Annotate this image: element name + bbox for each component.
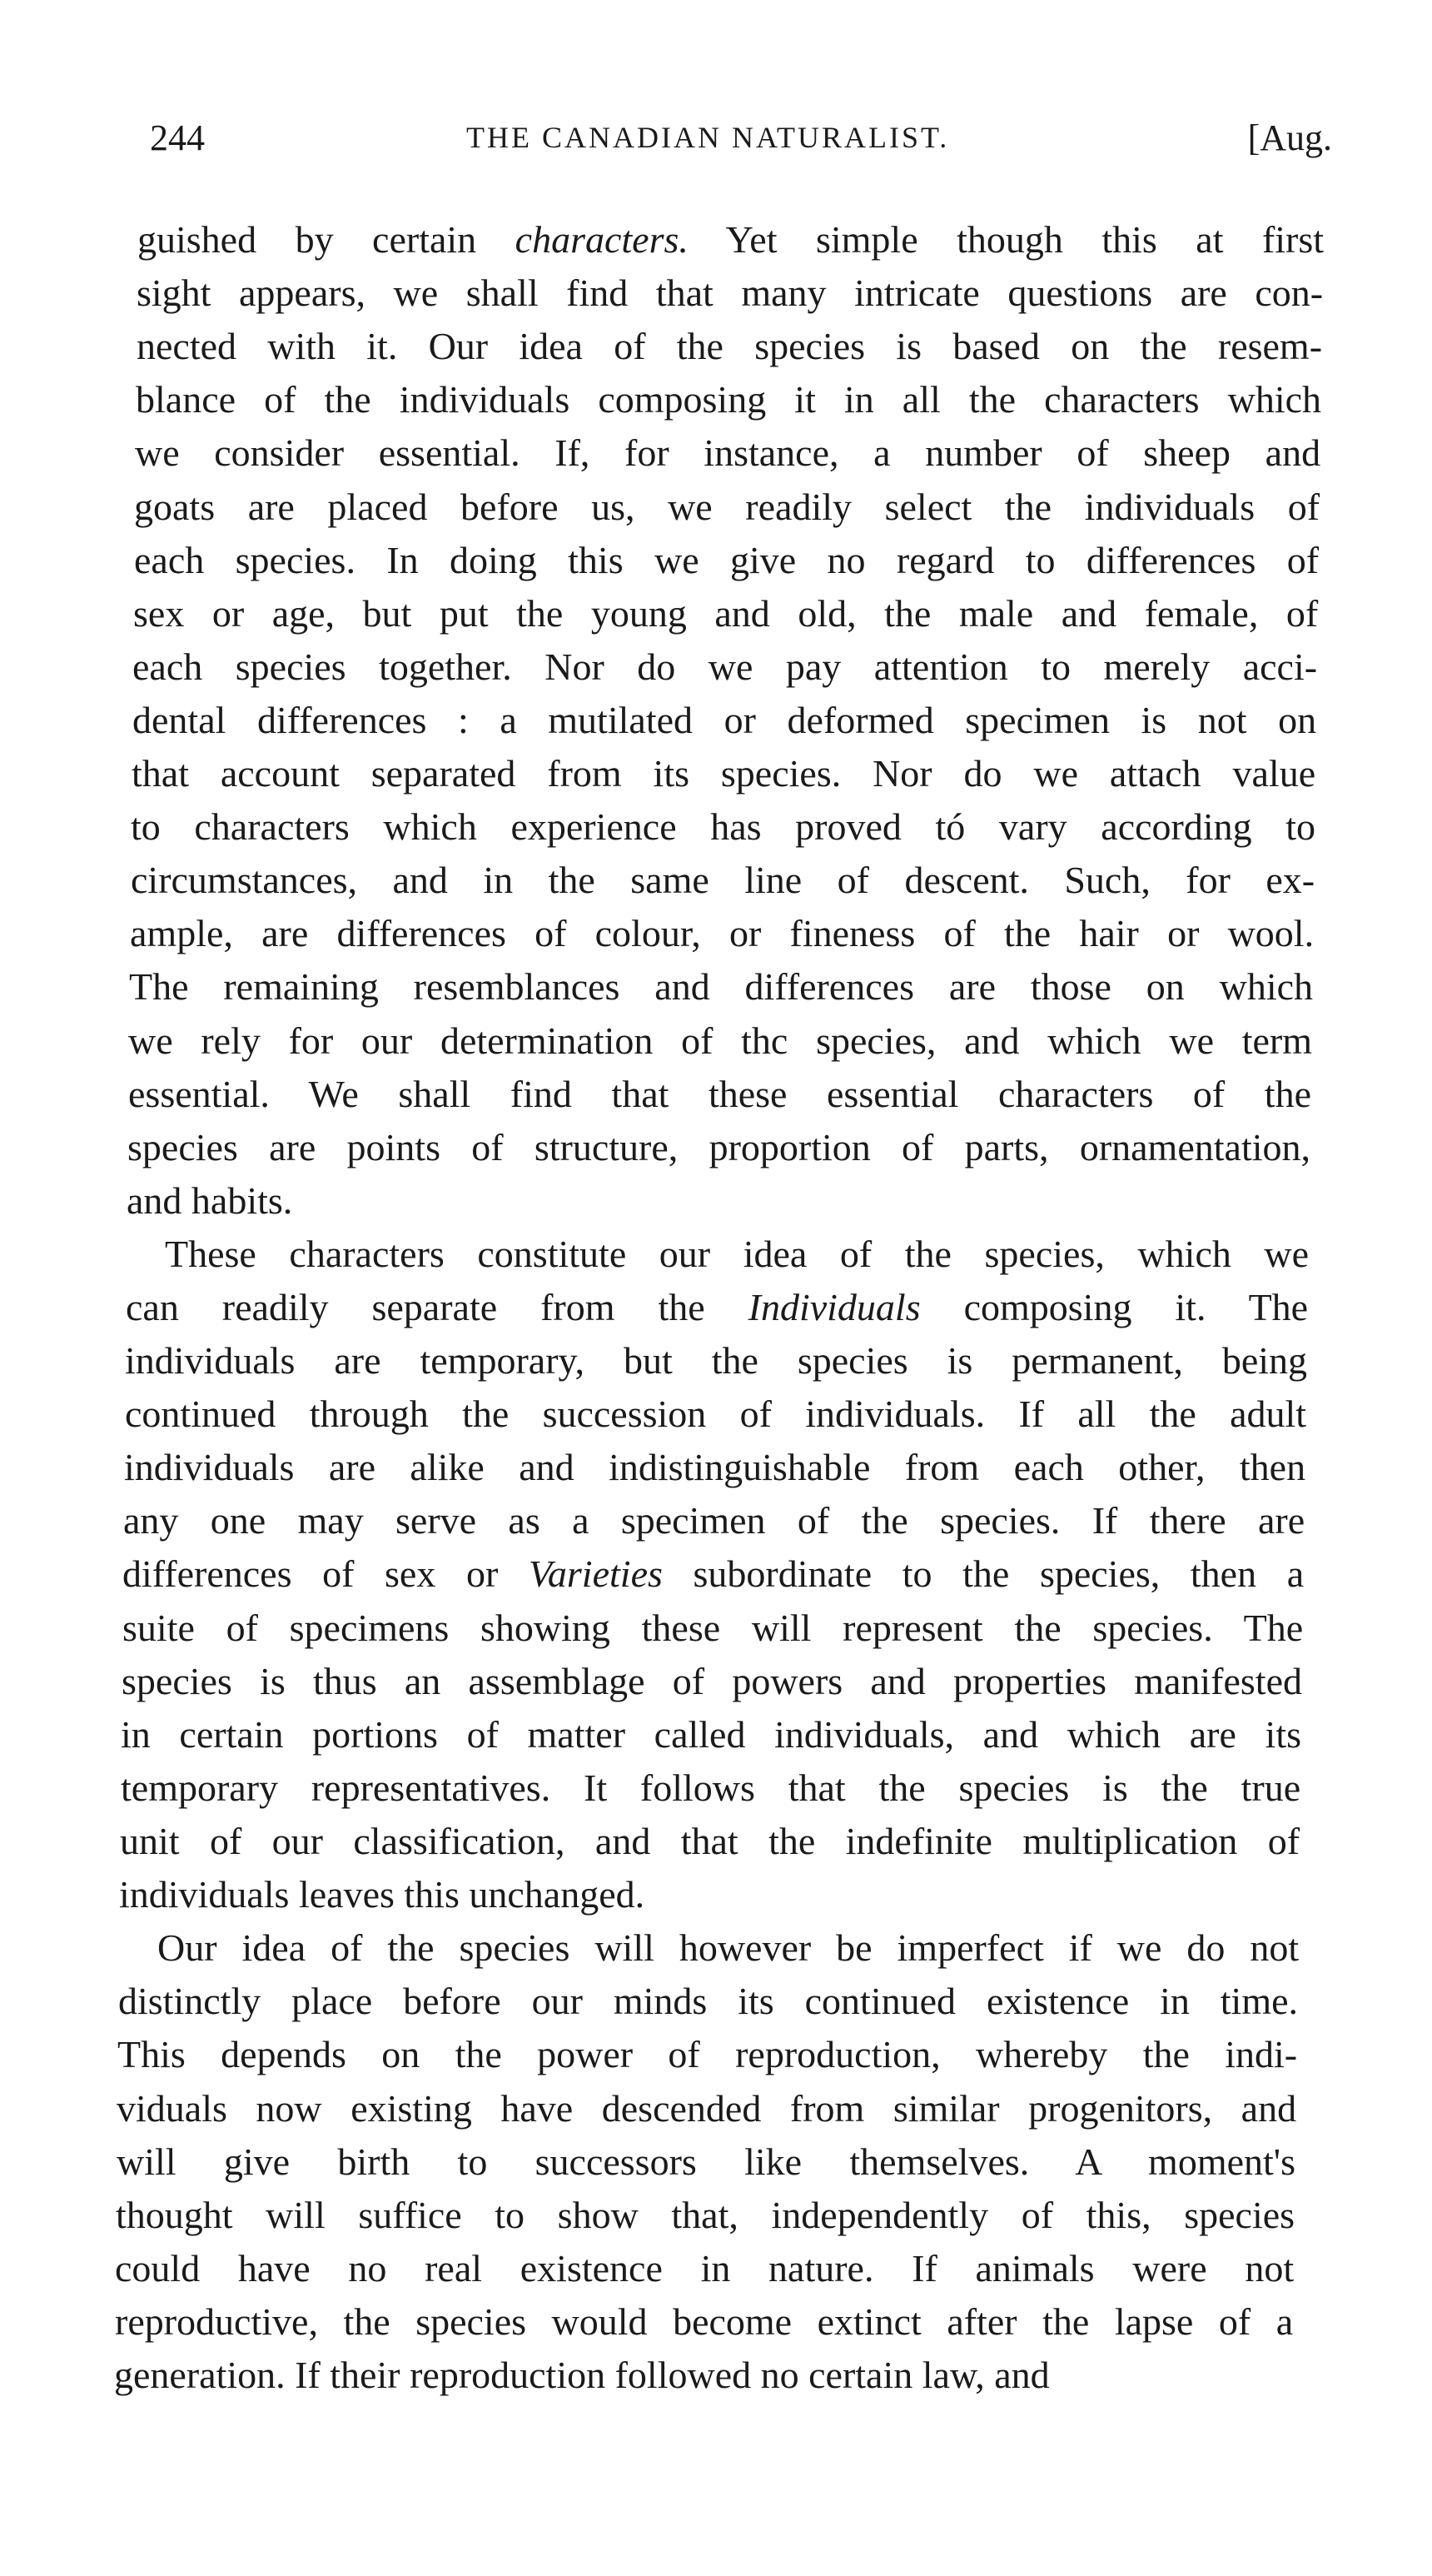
text-line: dental differences : a mutilated or deformed specimen is not on: [132, 699, 1317, 741]
text-line: will give birth to successors like themselves. A moment's: [117, 2140, 1295, 2183]
text-line: sex or age, but put the young and old, the male and female, of: [133, 592, 1319, 635]
text-line: This depends on the power of reproduction, whereby the indi-: [117, 2033, 1298, 2075]
text-line: can readily separate from the Individuals composing it. The: [126, 1286, 1309, 1328]
text-line: The remaining resemblances and differences are those on which: [129, 965, 1314, 1008]
text-line: differences of sex or Varieties subordinate to the species, then a: [122, 1552, 1305, 1595]
text-line: we rely for our determination of thc species, and which we term: [128, 1019, 1312, 1062]
text-line: ample, are differences of colour, or fineness of the hair or wool.: [130, 912, 1315, 954]
journal-title: THE CANADIAN NATURALIST.: [466, 121, 950, 154]
text-line: we consider essential. If, for instance, a number of sheep and: [135, 431, 1321, 474]
text-line: any one may serve as a specimen of the species. If there are: [123, 1499, 1305, 1542]
text-line: each species together. Nor do we pay attention to merely acci-: [132, 645, 1318, 688]
text-line: distinctly place before our minds its continued existence in time.: [118, 1980, 1299, 2022]
text-line: each species. In doing this we give no regard to differences of: [134, 539, 1320, 581]
page-number: 244: [150, 117, 205, 158]
text-line: Our idea of the species will however be imperfect if we do not: [157, 1926, 1300, 1969]
text-line: These characters constitute our idea of the species, which we: [165, 1233, 1310, 1275]
text-line: individuals leaves this unchanged.: [119, 1873, 645, 1916]
text-line: circumstances, and in the same line of descent. Such, for ex-: [131, 859, 1315, 901]
text-line: temporary representatives. It follows that the species is the true: [121, 1766, 1301, 1809]
text-line: in certain portions of matter called individuals, and which are its: [121, 1713, 1302, 1756]
text-line: individuals are temporary, but the species is permanent, being: [125, 1339, 1308, 1382]
text-line: viduals now existing have descended from similar progenitors, and: [117, 2087, 1297, 2130]
text-line: species is thus an assemblage of powers and properties manifested: [122, 1660, 1302, 1702]
text-line: species are points of structure, proportion of parts, ornamentation,: [127, 1126, 1311, 1168]
text-line: blance of the individuals composing it in all the characters which: [136, 378, 1322, 421]
text-line: to characters which experience has proved tó vary according to: [131, 805, 1316, 848]
text-line: suite of specimens showing these will represent the species. The: [122, 1607, 1304, 1649]
text-line: individuals are alike and indistinguishable from each other, then: [124, 1446, 1306, 1488]
text-line: continued through the succession of individuals. If all the adult: [125, 1393, 1307, 1435]
text-line: nected with it. Our idea of the species is based on the resem-: [137, 325, 1323, 367]
text-line: goats are placed before us, we readily select the individuals of: [134, 486, 1320, 528]
text-line: generation. If their reproduction followed no certain law, and: [114, 2354, 1050, 2396]
running-head: [150, 117, 1332, 167]
text-line: sight appears, we shall find that many intricate questions are con-: [137, 272, 1324, 314]
text-line: could have no real existence in nature. If animals were not: [115, 2247, 1295, 2290]
text-line: unit of our classification, and that the indefinite multiplication of: [120, 1820, 1300, 1862]
text-line: and habits.: [127, 1179, 293, 1222]
text-line: that account separated from its species. Nor do we attach value: [132, 752, 1316, 795]
month-label: [Aug.: [1247, 117, 1332, 158]
text-line: reproductive, the species would become extinct after the lapse of a: [115, 2300, 1294, 2343]
text-line: thought will suffice to show that, independently of this, species: [116, 2194, 1295, 2236]
text-line: essential. We shall find that these essential characters of the: [128, 1073, 1311, 1115]
text-line: guished by certain characters. Yet simple though this at first: [137, 218, 1325, 261]
